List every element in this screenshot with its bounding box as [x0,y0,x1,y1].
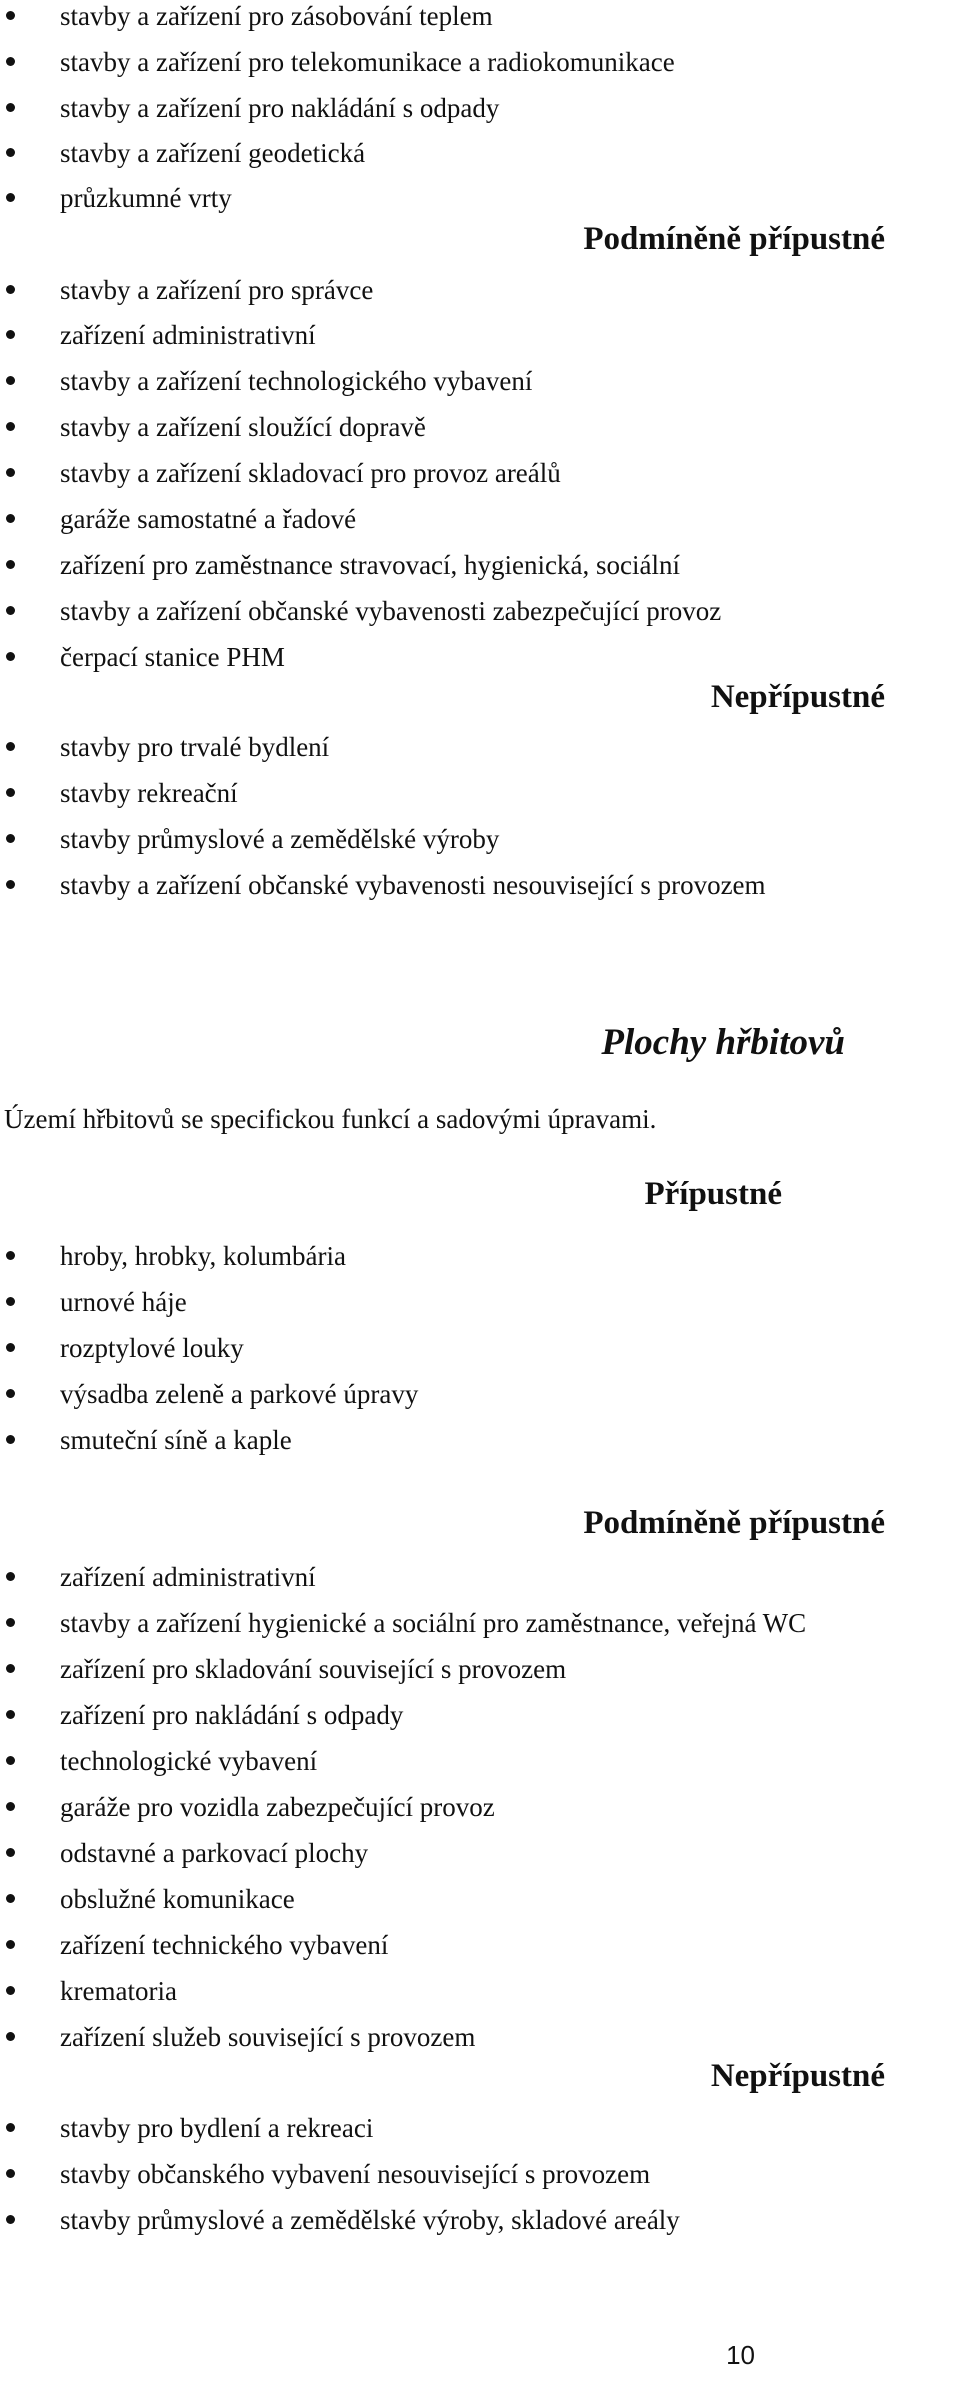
list-bullet [6,1618,15,1627]
list-item: zařízení administrativní [60,320,316,350]
list-item: zařízení služeb související s provozem [60,2022,476,2052]
subsection-heading-prohibited: Nepřípustné [710,679,885,715]
list-bullet [6,193,15,202]
list-bullet [6,834,15,843]
list-bullet [6,1802,15,1811]
list-item: stavby průmyslové a zemědělské výroby [60,824,500,854]
list-item: stavby a zařízení skladovací pro provoz areálů [60,458,561,488]
subsection-heading-conditional: Podmíněně přípustné [583,1505,885,1541]
list-item: krematoria [60,1976,177,2006]
list-bullet [6,1940,15,1949]
list-bullet [6,742,15,751]
list-item: zařízení pro zaměstnance stravovací, hygienická, sociální [60,550,680,580]
subsection-heading-prohibited: Nepřípustné [710,2058,885,2094]
list-item: rozptylové louky [60,1333,244,1363]
list-item: zařízení pro skladování související s provozem [60,1654,567,1684]
section-description: Území hřbitovů se specifickou funkcí a sadovými úpravami. [4,1104,657,1134]
list-item: čerpací stanice PHM [60,642,285,672]
list-item: stavby a zařízení geodetická [60,138,366,168]
list-bullet [6,2215,15,2224]
list-item: stavby a zařízení občanské vybavenosti nesouvisející s provozem [60,870,766,900]
list-bullet [6,1297,15,1306]
list-item: technologické vybavení [60,1746,318,1776]
list-bullet [6,1756,15,1765]
list-bullet [6,560,15,569]
list-item: výsadba zeleně a parkové úpravy [60,1379,419,1409]
list-bullet [6,1986,15,1995]
list-item: stavby rekreační [60,778,238,808]
list-item: stavby průmyslové a zemědělské výroby, skladové areály [60,2205,680,2235]
list-bullet [6,103,15,112]
subsection-heading-permitted: Přípustné [644,1176,782,1212]
list-bullet [6,1435,15,1444]
list-bullet [6,2169,15,2178]
list-item: stavby a zařízení pro správce [60,275,374,305]
list-item: stavby a zařízení sloužící dopravě [60,412,426,442]
list-bullet [6,514,15,523]
list-item: stavby a zařízení hygienické a sociální pro zaměstnance, veřejná WC [60,1608,807,1638]
list-bullet [6,11,15,20]
list-item: odstavné a parkovací plochy [60,1838,369,1868]
list-bullet [6,1251,15,1260]
section-title: Plochy hřbitovů [601,1022,845,1063]
list-item: stavby a zařízení technologického vybavení [60,366,533,396]
list-item: stavby a zařízení pro telekomunikace a radiokomunikace [60,47,675,77]
list-item: garáže samostatné a řadové [60,504,357,534]
list-bullet [6,880,15,889]
list-item: stavby a zařízení pro zásobování teplem [60,1,493,31]
list-item: stavby pro trvalé bydlení [60,732,330,762]
list-bullet [6,1710,15,1719]
list-bullet [6,1848,15,1857]
list-bullet [6,285,15,294]
list-bullet [6,1343,15,1352]
list-item: zařízení administrativní [60,1562,316,1592]
list-item: garáže pro vozidla zabezpečující provoz [60,1792,495,1822]
list-item: průzkumné vrty [60,183,232,213]
list-item: smuteční síně a kaple [60,1425,292,1455]
list-bullet [6,2123,15,2132]
list-bullet [6,1572,15,1581]
list-bullet [6,148,15,157]
list-item: stavby a zařízení občanské vybavenosti zabezpečující provoz [60,596,722,626]
list-bullet [6,1664,15,1673]
list-bullet [6,1389,15,1398]
list-item: hroby, hrobky, kolumbária [60,1241,346,1271]
list-item: zařízení technického vybavení [60,1930,389,1960]
list-bullet [6,2032,15,2041]
list-bullet [6,422,15,431]
list-bullet [6,788,15,797]
list-bullet [6,468,15,477]
list-item: stavby občanského vybavení nesouvisející s provozem [60,2159,651,2189]
list-bullet [6,376,15,385]
list-bullet [6,57,15,66]
list-bullet [6,1894,15,1903]
page-number: 10 [726,2340,755,2370]
subsection-heading-conditional: Podmíněně přípustné [583,221,885,257]
list-item: zařízení pro nakládání s odpady [60,1700,404,1730]
list-bullet [6,652,15,661]
list-item: urnové háje [60,1287,187,1317]
list-item: stavby pro bydlení a rekreaci [60,2113,374,2143]
list-bullet [6,330,15,339]
list-item: obslužné komunikace [60,1884,295,1914]
list-bullet [6,606,15,615]
list-item: stavby a zařízení pro nakládání s odpady [60,93,500,123]
